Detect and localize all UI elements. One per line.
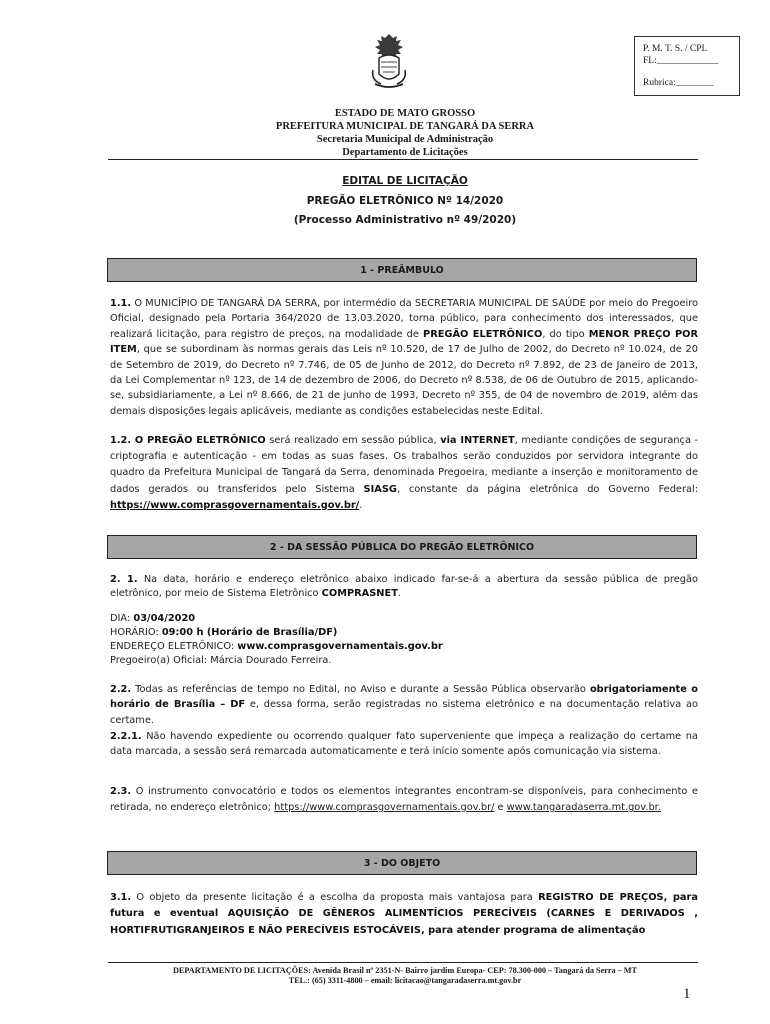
processo-title: (Processo Administrativo nº 49/2020)	[293, 214, 517, 226]
p23-text-2: e	[494, 802, 507, 813]
header-departamento: Departamento de Licitações	[342, 147, 468, 158]
p31-bold-objeto: REGISTRO DE PREÇOS, para futura e eventual AQUISIÇÃO DE GÊNEROS ALIMENTÍCIOS PERECÍVEIS (CARNES E DERIVADOS , HORTIFRUTIGRANJEIROS E NÃO PERECÍVEIS ESTOCÁVEIS, para atender programa de alimentação	[110, 892, 698, 936]
session-date-value: 03/04/2020	[133, 613, 196, 624]
p11-text-2: , do tipo	[542, 328, 589, 340]
header-secretaria: Secretaria Municipal de Administração	[316, 134, 494, 145]
footer-contact-line: TEL.: (65) 3311-4800 – email: licitacao@tangaradaserra.mt.gov.br	[288, 976, 522, 985]
stamp-line-rubrica: Rubrica:________	[643, 78, 714, 88]
p11-number: 1.1.	[110, 298, 132, 309]
page-number: 1	[683, 986, 691, 1002]
paragraph-2-3	[110, 784, 698, 816]
p21-text-2: .	[397, 588, 402, 599]
section-2-heading: 2 - DA SESSÃO PÚBLICA DO PREGÃO ELETRÔNICO	[107, 535, 697, 559]
protocol-stamp-box	[634, 36, 740, 96]
session-time	[110, 626, 698, 640]
footer-address-line: DEPARTAMENTO DE LICITAÇÕES: Avenida Brasil nº 2351-N- Bairro jardim Europa- CEP: 78.300-000 – Tangará da Serra – MT	[173, 966, 637, 975]
session-date-label: DIA:	[110, 613, 134, 624]
p221-text-1: Não havendo expediente ou ocorrendo qualquer fato superveniente que impeça a realização do certame na data marcada, a sessão será remarcada automaticamente e terá início somente após comunicação via sistema.	[110, 731, 698, 758]
paragraph-2-2	[110, 682, 698, 728]
p22-number: 2.2.	[110, 684, 132, 695]
comprasgovernamentais-link-2[interactable]: https://www.comprasgovernamentais.gov.br/	[274, 802, 495, 813]
p11-text-1: O MUNICÍPIO DE TANGARÁ DA SERRA, por intermédio da SECRETARIA MUNICIPAL DE SAÚDE por meio do Pregoeiro Oficial, designado pela Portaria 364/2020 de 13.03.2020, torna público, para conhecimento dos interessados, que realizará licitação, para registro de preços, na modalidade de	[110, 298, 698, 340]
pregao-title: PREGÃO ELETRÔNICO Nº 14/2020	[306, 195, 504, 207]
p11-bold-menor-preco: MENOR PREÇO POR ITEM	[110, 328, 698, 356]
footer-divider	[108, 962, 698, 963]
header-state: ESTADO DE MATO GROSSO	[334, 108, 476, 119]
section-1-heading: 1 - PREÂMBULO	[107, 258, 697, 282]
paragraph-1-1	[110, 296, 698, 419]
p22-text-2: e, dessa forma, serão registradas no sistema eletrônico e na documentação relativa ao certame.	[110, 699, 698, 726]
p12-text-1: será realizado em sessão pública,	[265, 435, 441, 446]
session-pregoeiro: Pregoeiro(a) Oficial: Márcia Dourado Ferreira.	[110, 655, 332, 666]
session-date	[110, 612, 698, 626]
p11-text-3: , que se subordinam às normas gerais das Leis nº 10.520, de 17 de Julho de 2002, do Decreto nº 10.024, de 20 de Setembro de 2019, do Decreto nº 7.746, de 05 de Junho de 2012, do Decreto nº 7.892, de 23 de Janeiro de 2013, da Lei Complementar nº 123, de 14 de dezembro de 2006, do Decreto nº 8.538, de 06 de Outubro de 2015, aplicando-se, subsidiariamente, a Lei nº 8.666, de 21 de junho de 1993, Decreto nº 355, de 04 de novembro de 2019, além das demais disposições legais aplicáveis, mediante as condições estabelecidas neste Edital.	[110, 344, 698, 417]
municipal-coat-of-arms-icon	[367, 30, 411, 90]
session-time-value: 09:00 h (Horário de Brasília/DF)	[161, 627, 338, 638]
p21-number: 2. 1.	[110, 574, 138, 585]
p31-number: 3.1.	[110, 892, 132, 903]
session-details	[110, 612, 698, 668]
stamp-line-cpl: P. M. T. S. / CPL	[643, 44, 708, 54]
paragraph-2-1	[110, 573, 698, 601]
stamp-line-folha: FL:_____________	[643, 56, 719, 66]
p12-text-2: , mediante condições de segurança - criptografia e autenticação - em todas as suas fases. Os trabalhos serão conduzidos por servidora integrante do quadro da Prefeitura Municipal de Tangará da Serra, denominada Pregoeira, mediante a inserção e monitoramento de dados gerados ou transferidos pelo Sistema	[110, 435, 699, 495]
p22-text-1: Todas as referências de tempo no Edital, no Aviso e durante a Sessão Pública observarão	[131, 684, 590, 695]
p22-bold-horario: obrigatoriamente o horário de Brasília – DF	[110, 684, 698, 711]
p12-bold-internet: via INTERNET	[440, 435, 515, 446]
tangaradaserra-link[interactable]: www.tangaradaserra.mt.gov.br.	[506, 802, 661, 813]
comprasgovernamentais-link[interactable]: https://www.comprasgovernamentais.gov.br/	[110, 499, 360, 511]
edital-title: EDITAL DE LICITAÇÃO	[342, 175, 468, 187]
footer-address	[110, 966, 700, 986]
paragraph-3-1	[110, 890, 698, 939]
paragraph-1-2	[110, 433, 698, 514]
p12-text-4: .	[359, 499, 363, 511]
p21-text-1: Na data, horário e endereço eletrônico abaixo indicado far-se-á a abertura da sessão pública de pregão eletrônico, por meio de Sistema Eletrônico	[110, 574, 698, 599]
p23-text-1: O instrumento convocatório e todos os elementos integrantes encontram-se disponíveis, para conhecimento e retirada, no endereço eletrônico;	[110, 786, 698, 813]
paragraph-2-2-1	[110, 729, 698, 760]
p21-bold-comprasnet: COMPRASNET	[321, 588, 398, 599]
p11-bold-pregao: PREGÃO ELETRÔNICO	[423, 328, 543, 340]
session-address-link[interactable]: www.comprasgovernamentais.gov.br	[237, 641, 443, 652]
section-3-heading: 3 - DO OBJETO	[107, 851, 697, 875]
p12-bold-lead: 1.2. O PREGÃO ELETRÔNICO	[110, 435, 266, 446]
session-address-label: ENDEREÇO ELETRÔNICO:	[110, 641, 238, 652]
p12-text-3: , constante da página eletrônica do Governo Federal:	[396, 483, 699, 495]
p221-number: 2.2.1.	[110, 731, 142, 742]
session-time-label: HORÁRIO:	[110, 627, 162, 638]
p23-number: 2.3.	[110, 786, 132, 797]
p12-bold-siasg: SIASG	[363, 483, 397, 495]
header-prefeitura: PREFEITURA MUNICIPAL DE TANGARÁ DA SERRA	[275, 121, 535, 132]
p31-text-1: O objeto da presente licitação é a escolha da proposta mais vantajosa para	[131, 892, 539, 903]
header-divider	[108, 159, 698, 160]
session-address	[110, 640, 698, 654]
